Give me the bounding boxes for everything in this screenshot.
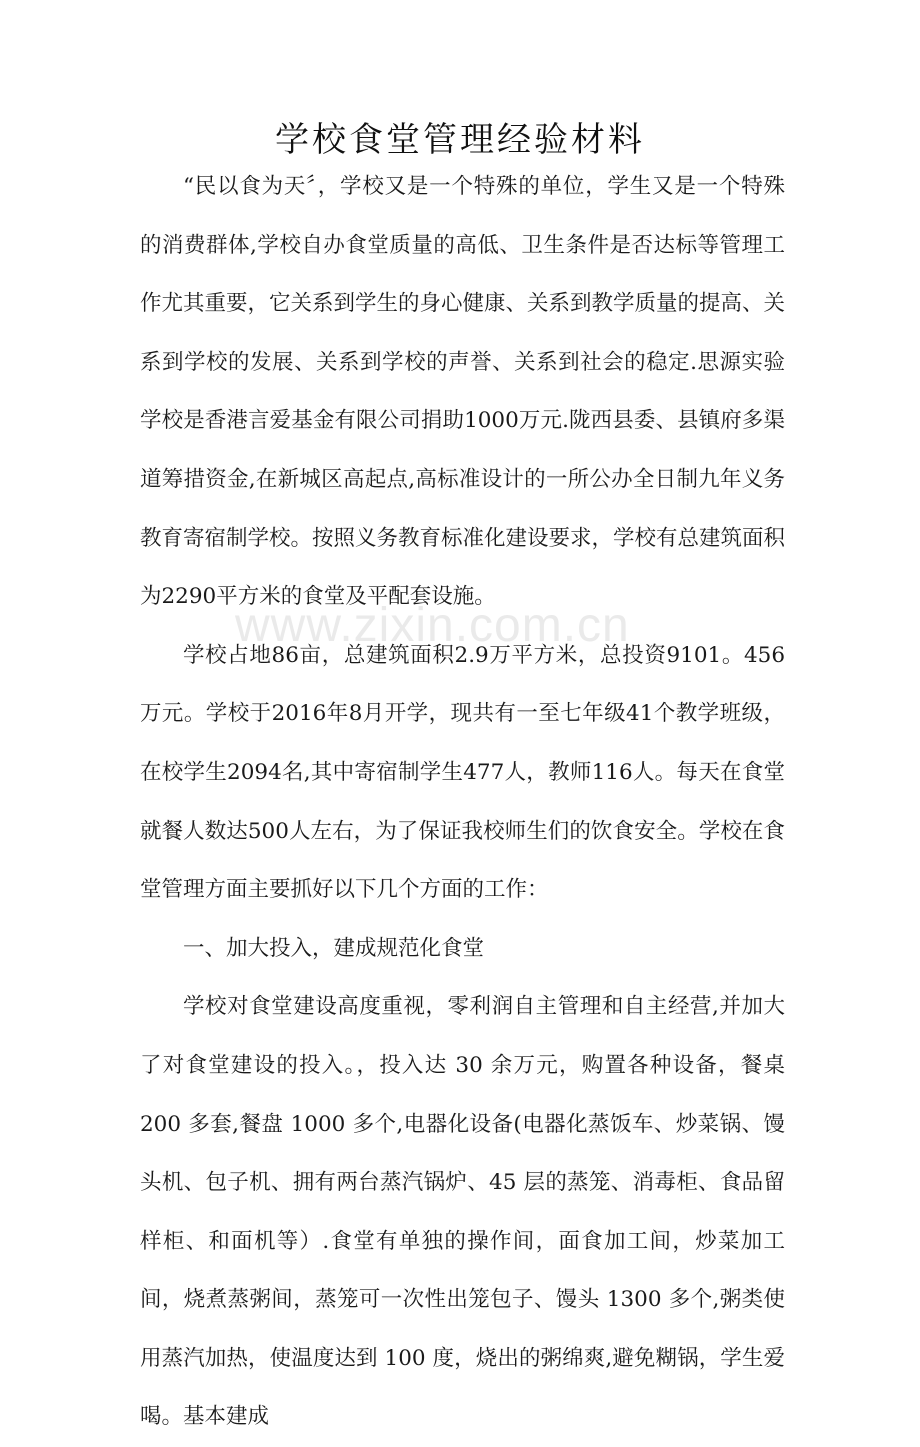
document-body (140, 158, 785, 1447)
paragraph-intro: “民以食为天〞，学校又是一个特殊的单位，学生又是一个特殊的消费群体,学校自办食堂质量的高低、卫生条件是否达标等管理工作尤其重要，它关系到学生的身心健康、关系到教学质量的提高、关系到学校的发展、关系到学校的声誉、关系到社会的稳定.思源实验学校是香港言爱基金有限公司捐助1000万元.陇西县委、县镇府多渠道筹措资金,在新城区高起点,高标准设计的一所公办全日制九年义务教育寄宿制学校。按照义务教育标准化建设要求，学校有总建筑面积为2290平方米的食堂及平配套设施。 (140, 174, 786, 610)
section-heading-1: 一、加大投入，建成规范化食堂 (183, 935, 485, 961)
document-title: 学校食堂管理经验材料 (275, 120, 645, 160)
watermark-text: www.zixin.com.cn (235, 599, 630, 652)
paragraph-investment: 学校对食堂建设高度重视，零利润自主管理和自主经营,并加大了对食堂建设的投入。，投入达 30 余万元，购置各种设备，餐桌 200 多套,餐盘 1000 多个,电器化设备(电器化蒸饭车、炒菜锅、馒头机、包子机、拥有两台蒸汽锅炉、45 层的蒸笼、消毒柜、食品留样柜、和面机等）.食堂有单独的操作间，面食加工间，炒菜加工间，烧煮蒸粥间，蒸笼可一次性出笼包子、馒头 1300 多个,粥类使用蒸汽加热，使温度达到 100 度，烧出的粥绵爽,避免糊锅，学生爱喝。基本建成 (140, 994, 785, 1430)
paragraph-school-overview: 学校占地86亩，总建筑面积2.9万平方米，总投资9101。456万元。学校于2016年8月开学，现共有一至七年级41个教学班级，在校学生2094名,其中寄宿制学生477人，教师116人。每天在食堂就餐人数达500人左右，为了保证我校师生们的饮食安全。学校在食堂管理方面主要抓好以下几个方面的工作： (140, 642, 785, 903)
